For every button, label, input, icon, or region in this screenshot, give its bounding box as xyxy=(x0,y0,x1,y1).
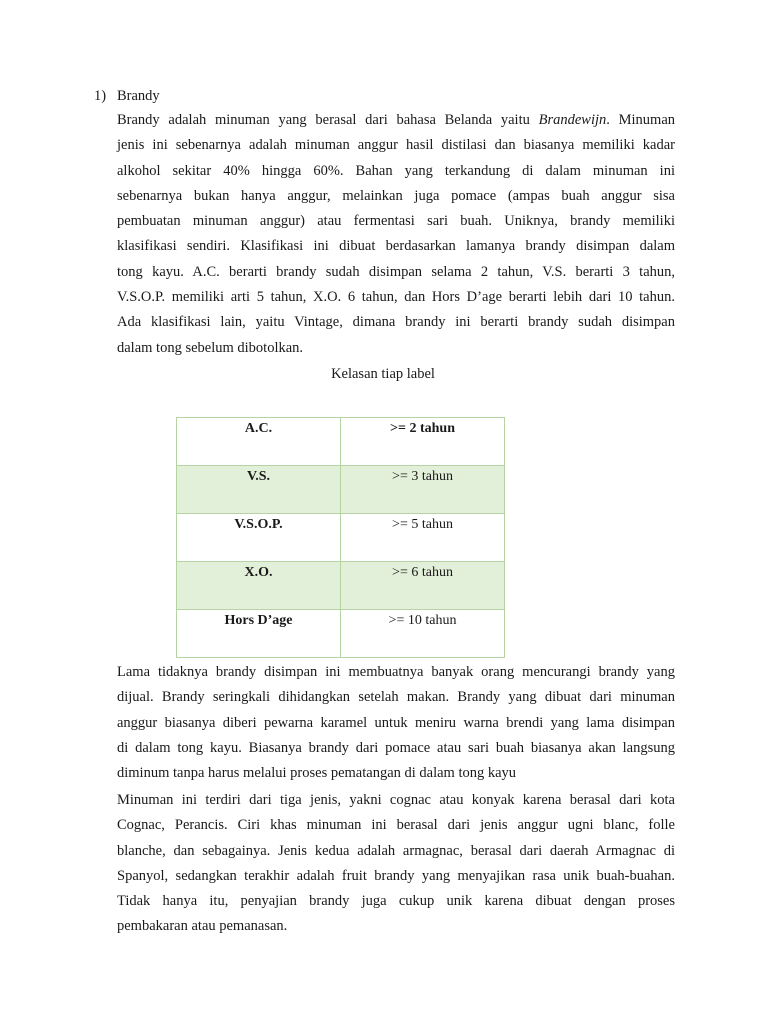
text-run: Brandy adalah minuman yang berasal dari bahasa Belanda yaitu xyxy=(117,112,539,128)
text-run: . Minuman xyxy=(606,112,676,128)
label-cell: A.C. xyxy=(177,418,341,466)
label-cell: V.S.O.P. xyxy=(177,514,341,562)
paragraph-line: sebenarnya bukan hanya anggur, melainkan juga pomace (ampas buah anggur sisa xyxy=(117,187,675,204)
paragraph-line: klasifikasi sendiri. Klasifikasi ini dibuat berdasarkan lamanya brandy disimpan dalam xyxy=(117,238,675,255)
paragraph-intro xyxy=(117,108,675,361)
paragraph-line: Lama tidaknya brandy disimpan ini membuatnya banyak orang mencurangi brandy yang xyxy=(117,664,675,680)
paragraph-line: blanche, dan sebagainya. Jenis kedua adalah armagnac, berasal dari daerah Armagnac di xyxy=(117,842,675,859)
section-number: 1) xyxy=(94,88,107,104)
paragraph-line: alkohol sekitar 40% hingga 60%. Bahan yang terkandung di dalam minuman ini xyxy=(117,162,675,179)
age-cell: >= 6 tahun xyxy=(341,562,505,610)
paragraph-line: tong kayu. A.C. berarti brandy sudah disimpan selama 2 tahun, V.S. berarti 3 tahun, xyxy=(117,263,675,280)
table-row xyxy=(177,562,505,610)
paragraph-line xyxy=(117,108,675,133)
table-row xyxy=(177,466,505,514)
table-row xyxy=(177,610,505,658)
paragraph-storage xyxy=(117,660,675,786)
age-cell: >= 10 tahun xyxy=(341,610,505,658)
paragraph-line: Spanyol, sedangkan terakhir adalah fruit brandy yang menyajikan rasa unik buah-buahan. xyxy=(117,867,675,884)
paragraph-types xyxy=(117,788,675,940)
paragraph-line: jenis ini sebenarnya adalah minuman anggur hasil distilasi dan biasanya memiliki kadar xyxy=(117,137,675,154)
paragraph-line: V.S.O.P. memiliki arti 5 tahun, X.O. 6 tahun, dan Hors D’age berarti lebih dari 10 tahun. xyxy=(117,289,675,306)
age-cell: >= 3 tahun xyxy=(341,466,505,514)
paragraph-line: dijual. Brandy seringkali dihidangkan setelah makan. Brandy yang dibuat dari minuman xyxy=(117,689,675,706)
paragraph-line: diminum tanpa harus melalui proses pematangan di dalam tong kayu xyxy=(117,765,517,782)
paragraph-line: Ada klasifikasi lain, yaitu Vintage, dimana brandy ini berarti brandy sudah disimpan xyxy=(117,314,675,331)
label-table xyxy=(176,417,505,658)
label-cell: Hors D’age xyxy=(177,610,341,658)
age-cell: >= 5 tahun xyxy=(341,514,505,562)
italic-term: Brandewijn xyxy=(538,112,607,128)
table-row xyxy=(177,514,505,562)
label-cell: V.S. xyxy=(177,466,341,514)
table-caption: Kelasan tiap label xyxy=(331,366,435,382)
paragraph-line: di dalam tong kayu. Biasanya brandy dari pomace atau sari buah biasanya akan langsung xyxy=(117,739,675,756)
age-cell: >= 2 tahun xyxy=(341,418,505,466)
section-heading xyxy=(94,86,160,106)
paragraph-line: dalam tong sebelum dibotolkan. xyxy=(117,339,304,356)
paragraph-line: pembakaran atau pemanasan. xyxy=(117,918,288,935)
table-row xyxy=(177,418,505,466)
label-cell: X.O. xyxy=(177,562,341,610)
paragraph-line: anggur biasanya diberi pewarna karamel untuk meniru warna brendi yang lama disimpan xyxy=(117,714,675,731)
paragraph-line: Minuman ini terdiri dari tiga jenis, yakni cognac atau konyak karena berasal dari kota xyxy=(117,792,675,808)
paragraph-line: pembuatan minuman anggur) atau fermentasi sari buah. Uniknya, brandy memiliki xyxy=(117,213,675,230)
paragraph-line: Cognac, Perancis. Ciri khas minuman ini berasal dari jenis anggur ugni blanc, folle xyxy=(117,817,675,834)
paragraph-line: Tidak hanya itu, penyajian brandy juga cukup unik karena dibuat dengan proses xyxy=(117,893,675,910)
section-title: Brandy xyxy=(117,88,160,104)
